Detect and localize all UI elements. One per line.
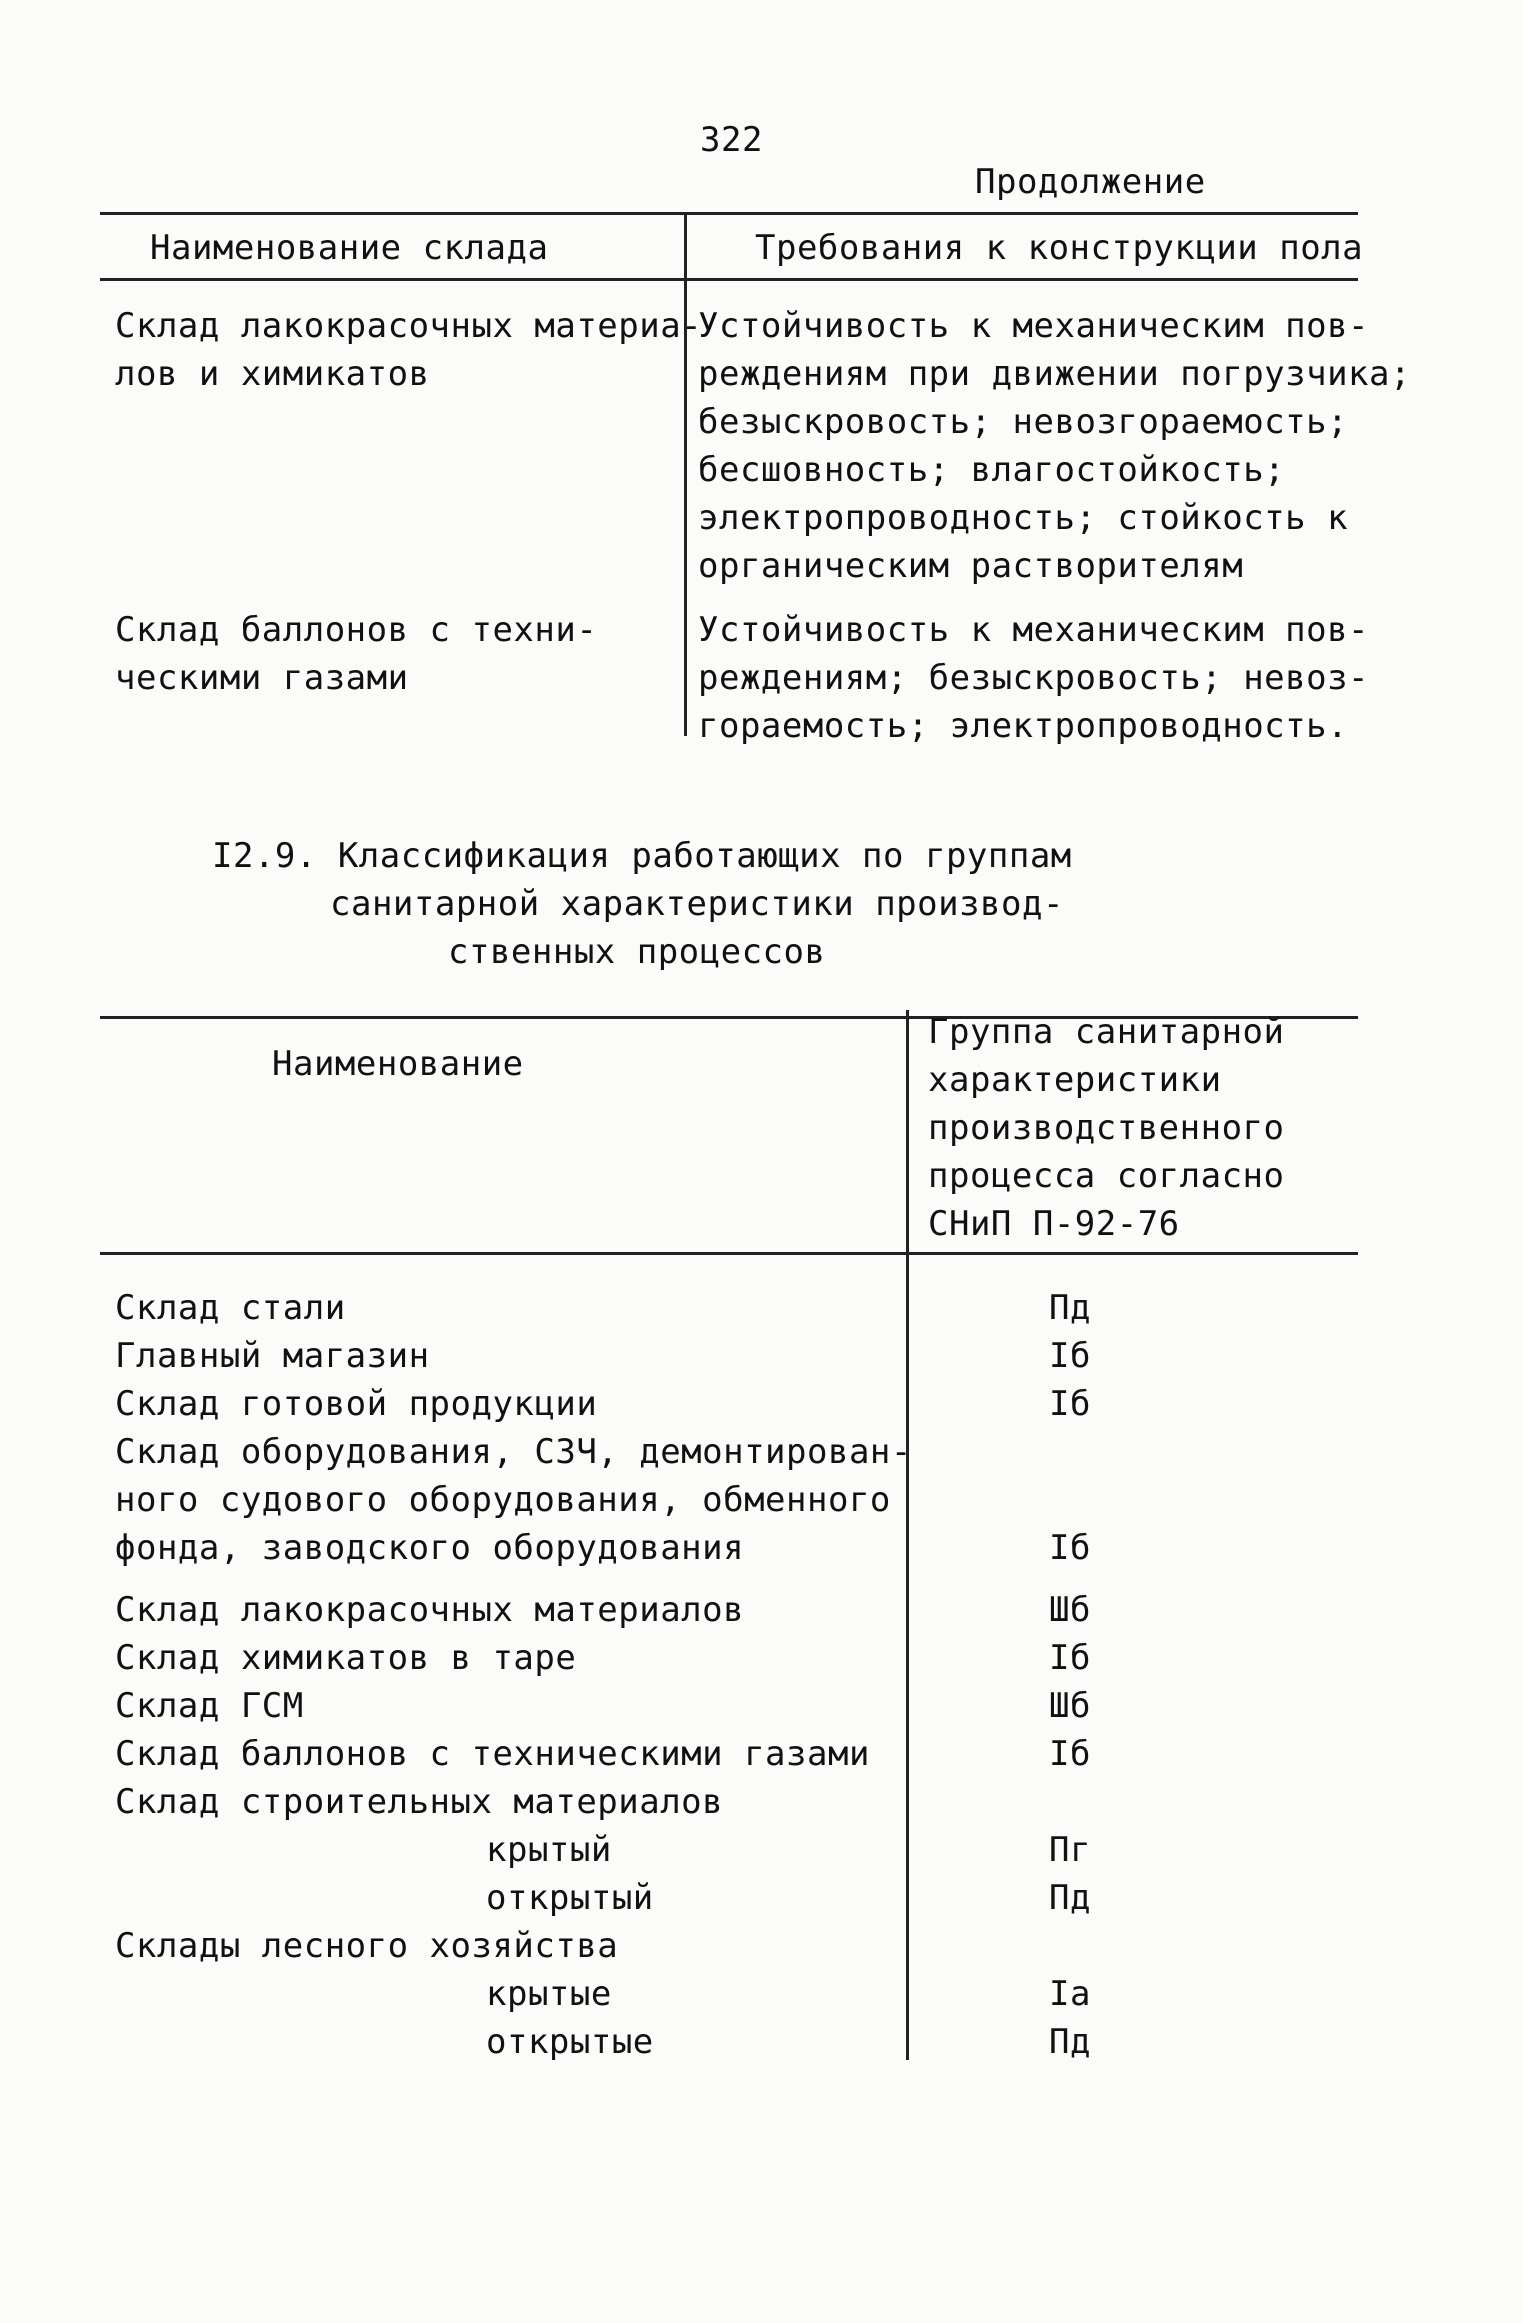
table1-cell-name: Склад баллонов с техни- — [115, 610, 598, 650]
table2-cell-name: открытые — [486, 2022, 654, 2062]
table2-cell-group: Iб — [1049, 1336, 1091, 1376]
table2-cell-name: ного судового оборудования, обменного — [115, 1480, 891, 1520]
table2-cell-name: фонда, заводского оборудования — [115, 1528, 745, 1568]
table2-header-group: характеристики — [928, 1060, 1222, 1100]
table1-header-rule — [100, 278, 1358, 281]
table2-header-group: производственного — [928, 1108, 1285, 1148]
table2-cell-name: Склад баллонов с техническими газами — [115, 1734, 870, 1774]
table2-header-rule — [100, 1252, 1358, 1255]
table1-cell-name: ческими газами — [115, 658, 409, 698]
table2-cell-name: Склад лакокрасочных материалов — [115, 1590, 745, 1630]
table1-top-rule — [100, 212, 1358, 215]
table2-cell-group: Iб — [1049, 1528, 1091, 1568]
table2-header-group: Группа санитарной — [928, 1012, 1285, 1052]
table2-cell-name: Склад химикатов в таре — [115, 1638, 577, 1678]
table1-cell-requirements: органическим растворителям — [698, 546, 1244, 586]
table2-cell-name: Склад строительных материалов — [115, 1782, 724, 1822]
table2-header-group: СНиП П-92-76 — [928, 1204, 1180, 1244]
table2-cell-group: Пг — [1049, 1830, 1091, 1870]
table1-cell-requirements: бесшовность; влагостойкость; — [698, 450, 1286, 490]
table1-cell-requirements: безыскровость; невозгораемость; — [698, 402, 1349, 442]
table1-cell-name: лов и химикатов — [115, 354, 430, 394]
table2-cell-name: Склад готовой продукции — [115, 1384, 598, 1424]
table2-cell-group: Пд — [1049, 1288, 1091, 1328]
section-title-line: санитарной характеристики производ- — [330, 884, 1064, 924]
table2-cell-group: Пд — [1049, 2022, 1091, 2062]
section-title-line: ственных процессов — [448, 932, 826, 972]
table2-cell-group: Iа — [1049, 1974, 1091, 2014]
table2-column-divider — [906, 1010, 909, 2060]
table1-cell-name: Склад лакокрасочных материа- — [115, 306, 703, 346]
table2-cell-name: Главный магазин — [115, 1336, 430, 1376]
table2-header-name: Наименование — [272, 1044, 524, 1084]
table1-cell-requirements: реждениям при движении погрузчика; — [698, 354, 1411, 394]
table1-cell-requirements: Устойчивость к механическим пов- — [698, 306, 1370, 346]
section-title-line: I2.9. Классификация работающих по группам — [212, 836, 1072, 876]
table2-cell-name: Склад стали — [115, 1288, 346, 1328]
table2-cell-group: Шб — [1049, 1686, 1091, 1726]
table1-cell-requirements: реждениям; безыскровость; невоз- — [698, 658, 1370, 698]
page-number: 322 — [700, 120, 763, 160]
table1-cell-requirements: электропроводность; стойкость к — [698, 498, 1349, 538]
table2-cell-group: Шб — [1049, 1590, 1091, 1630]
table2-cell-name: Склад ГСМ — [115, 1686, 304, 1726]
table1-column-divider — [684, 212, 687, 736]
table1-cell-requirements: гораемость; электропроводность. — [698, 706, 1349, 746]
continuation-label: Продолжение — [975, 162, 1206, 202]
table2-cell-name: Склады лесного хозяйства — [115, 1926, 619, 1966]
table2-cell-name: открытый — [486, 1878, 654, 1918]
table2-header-group: процесса согласно — [928, 1156, 1285, 1196]
table2-cell-group: Iб — [1049, 1384, 1091, 1424]
table2-cell-name: крытый — [486, 1830, 612, 1870]
table2-cell-name: крытые — [486, 1974, 612, 2014]
table2-cell-name: Склад оборудования, СЗЧ, демонтирован- — [115, 1432, 912, 1472]
table1-cell-requirements: Устойчивость к механическим пов- — [698, 610, 1370, 650]
table2-cell-group: Iб — [1049, 1638, 1091, 1678]
table1-header-requirements: Требования к конструкции пола — [755, 228, 1364, 268]
table1-header-name: Наименование склада — [150, 228, 549, 268]
table2-cell-group: Пд — [1049, 1878, 1091, 1918]
table2-cell-group: Iб — [1049, 1734, 1091, 1774]
